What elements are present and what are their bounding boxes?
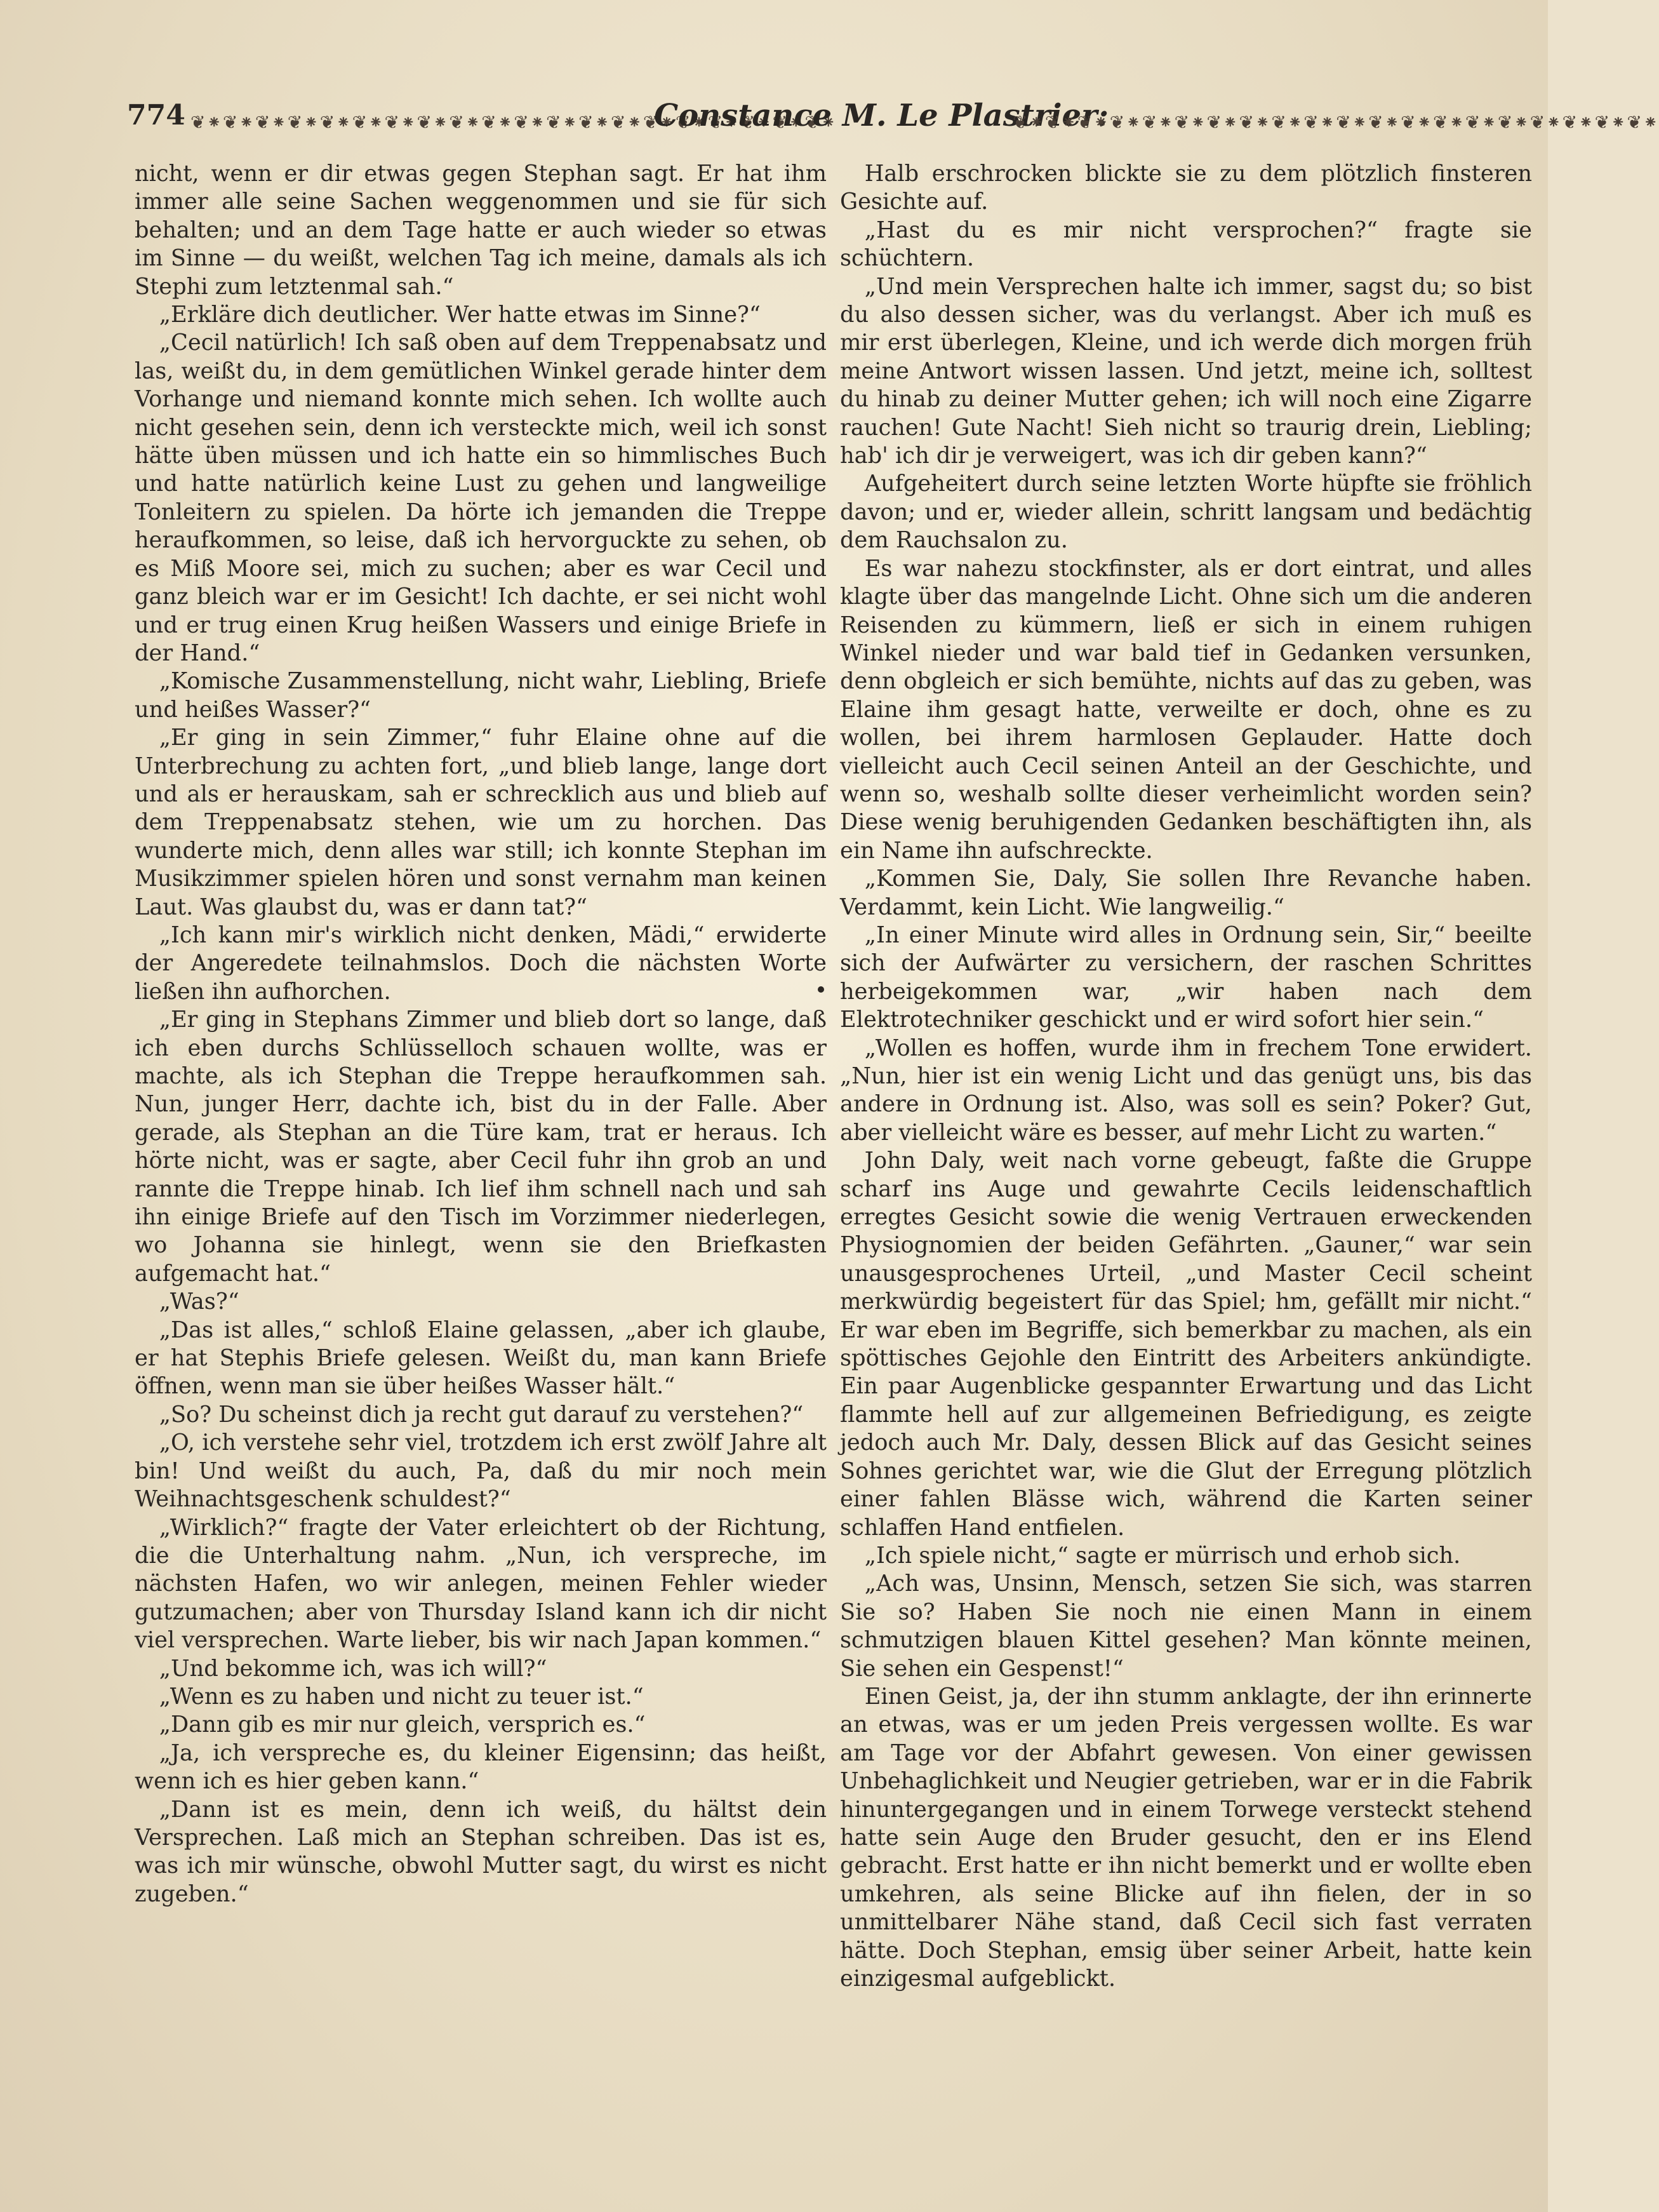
paragraph: „In einer Minute wird alles in Ordnung sein, Sir,“ beeilte sich der Aufwärter zu versichern, der raschen Schrittes herbeigekommen war, „wir haben nach dem Elektrotechniker geschickt und er wird sofort hier sein.“ — [840, 922, 1532, 1033]
paragraph: Halb erschrocken blickte sie zu dem plötzlich finsteren Gesichte auf. — [840, 161, 1532, 215]
paragraph: „Was?“ — [159, 1289, 239, 1315]
right-column — [840, 160, 1532, 1993]
paragraph: „So? Du scheinst dich ja recht gut darauf zu verstehen?“ — [159, 1401, 804, 1428]
ornament-right: ❦⁕❦⁕❦⁕❦⁕❦⁕❦⁕❦⁕❦⁕❦⁕❦⁕❦⁕❦⁕❦⁕❦⁕❦⁕❦⁕❦⁕❦⁕❦⁕❦⁕ — [1013, 112, 1659, 133]
page-header — [127, 94, 1659, 151]
paragraph: „O, ich verstehe sehr viel, trotzdem ich erst zwölf Jahre alt bin! Und weißt du auch, Pa, daß du mir noch mein Weihnachtsgeschenk schuldest?“ — [135, 1430, 827, 1513]
paragraph: Einen Geist, ja, der ihn stumm anklagte, der ihn erinnerte an etwas, was er um jeden Preis vergessen wollte. Es war am Tage vor der Abfahrt gewesen. Von einer gewissen Unbehaglichkeit und Neugier getrieben, war er in die Fabrik hinuntergegangen und in einem Torwege versteckt stehend hatte sein Auge den Bruder gesucht, den er ins Elend gebracht. Erst hatte er ihn nicht bemerkt und er wollte eben umkehren, als seine Blicke auf ihn fielen, der in so unmittelbarer Nähe stand, daß Cecil sich fast verraten hätte. Doch Stephan, emsig über seiner Arbeit, hatte kein einzigesmal aufgeblickt. — [840, 1683, 1532, 1992]
paragraph: nicht, wenn er dir etwas gegen Stephan sagt. Er hat ihm immer alle seine Sachen weggenommen und sie für sich behalten; und an dem Tage hatte er auch wieder so etwas im Sinne — du weißt, welchen Tag ich meine, damals als ich Stephi zum letztenmal sah.“ — [135, 161, 827, 300]
page-number: 774 — [127, 99, 185, 131]
paragraph: „Und mein Versprechen halte ich immer, sagst du; so bist du also dessen sicher, was du verlangst. Aber ich muß es mir erst überlegen, Kleine, und ich werde dich morgen früh meine Antwort wissen lassen. Und jetzt, meine ich, solltest du hinab zu deiner Mutter gehen; ich will noch eine Zigarre rauchen! Gute Nacht! Sieh nicht so traurig drein, Liebling; hab' ich dir je verweigert, was ich dir geben kann?“ — [840, 273, 1532, 469]
paragraph: „Wirklich?“ fragte der Vater erleichtert ob der Richtung, die die Unterhaltung nahm. „Nun, ich verspreche, im nächsten Hafen, wo wir anlegen, meinen Fehler wieder gutzumachen; aber von Thursday Island kann ich dir nicht viel versprechen. Warte lieber, bis wir nach Japan kommen.“ — [135, 1514, 827, 1654]
gutter-dot — [818, 986, 824, 993]
paragraph: „Ich kann mir's wirklich nicht denken, Mädi,“ erwiderte der Angeredete teilnahmslos. Doch die nächsten Worte ließen ihn aufhorchen. — [135, 922, 827, 1005]
paragraph: „Er ging in Stephans Zimmer und blieb dort so lange, daß ich eben durchs Schlüsselloch schauen wollte, was er machte, als ich Stephan die Treppe heraufkommen sah. Nun, junger Herr, dachte ich, bist du in der Falle. Aber gerade, als Stephan an die Türe kam, trat er heraus. Ich hörte nicht, was er sagte, aber Cecil fuhr ihn grob an und rannte die Treppe hinab. Ich lief ihm schnell nach und sah ihn einige Briefe auf den Tisch im Vorzimmer niederlegen, wo Johanna sie hinlegt, wenn sie den Briefkasten aufgemacht hat.“ — [135, 1007, 827, 1287]
paragraph: Es war nahezu stockfinster, als er dort eintrat, und alles klagte über das mangelnde Licht. Ohne sich um die anderen Reisenden zu kümmern, ließ er sich in einem ruhigen Winkel nieder und war bald tief in Gedanken versunken, denn obgleich er sich bemühte, nichts auf das zu geben, was Elaine ihm gesagt hatte, verweilte er doch, ohne es zu wollen, bei ihrem harmlosen Geplauder. Hatte doch vielleicht auch Cecil seinen Anteil an der Geschichte, und wenn so, weshalb sollte dieser verheimlicht worden sein? Diese wenig beruhigenden Gedanken beschäftigten ihn, als ein Name ihn aufschreckte. — [840, 555, 1532, 864]
running-title: Constance M. Le Plastrier: — [654, 98, 1109, 133]
paragraph: „Dann ist es mein, denn ich weiß, du hältst dein Versprechen. Laß mich an Stephan schreiben. Das ist es, was ich mir wünsche, obwohl Mutter sagt, du wirst es nicht zugeben.“ — [135, 1796, 827, 1907]
paragraph: John Daly, weit nach vorne gebeugt, faßte die Gruppe scharf ins Auge und gewahrte Cecils leidenschaftlich erregtes Gesicht sowie die wenig Vertrauen erweckenden Physiognomien der beiden Gefährten. „Gauner,“ war sein unausgesprochenes Urteil, „und Master Cecil scheint merkwürdig begeistert für das Spiel; hm, gefällt mir nicht.“ Er war eben im Begriffe, sich bemerkbar zu machen, als ein spöttisches Gejohle den Eintritt des Arbeiters ankündigte. Ein paar Augenblicke gespannter Erwartung und das Licht flammte hell auf zur allgemeinen Befriedigung, es zeigte jedoch auch Mr. Daly, dessen Blick auf das Gesicht seines Sohnes gerichtet war, wie die Glut der Erregung plötzlich einer fahlen Blässe wich, während die Karten seiner schlaffen Hand entfielen. — [840, 1148, 1532, 1541]
paragraph: „Cecil natürlich! Ich saß oben auf dem Treppenabsatz und las, weißt du, in dem gemütlichen Winkel gerade hinter dem Vorhange und niemand konnte mich sehen. Ich wollte auch nicht gesehen sein, denn ich versteckte mich, weil ich sonst hätte üben müssen und ich hatte ein so himmlisches Buch und hatte natürlich keine Lust zu gehen und langweilige Tonleitern zu spielen. Da hörte ich jemanden die Treppe heraufkommen, so leise, daß ich hervorguckte zu sehen, ob es Miß Moore sei, mich zu suchen; aber es war Cecil und ganz bleich war er im Gesicht! Ich dachte, er sei nicht wohl und er trug einen Krug heißen Wassers und einige Briefe in der Hand.“ — [135, 330, 827, 666]
paragraph: Aufgeheitert durch seine letzten Worte hüpfte sie fröhlich davon; und er, wieder allein, schritt langsam und bedächtig dem Rauchsalon zu. — [840, 471, 1532, 554]
left-column — [135, 160, 827, 1908]
paragraph: „Wollen es hoffen, wurde ihm in frechem Tone erwidert. „Nun, hier ist ein wenig Licht und das genügt uns, bis das andere in Ordnung ist. Also, was soll es sein? Poker? Gut, aber vielleicht wäre es besser, auf mehr Licht zu warten.“ — [840, 1035, 1532, 1146]
paragraph: „Hast du es mir nicht versprochen?“ fragte sie schüchtern. — [840, 217, 1532, 272]
ornament-left: ❦⁕❦⁕❦⁕❦⁕❦⁕❦⁕❦⁕❦⁕❦⁕❦⁕❦⁕❦⁕❦⁕❦⁕❦⁕❦⁕❦⁕❦⁕❦⁕❦⁕ — [190, 112, 837, 133]
paragraph: „Er ging in sein Zimmer,“ fuhr Elaine ohne auf die Unterbrechung zu achten fort, „und blieb lange, lange dort und als er herauskam, sah er schrecklich aus und blieb auf dem Treppenabsatz stehen, wie um zu horchen. Das wunderte mich, denn alles war still; ich konnte Stephan im Musikzimmer spielen hören und sonst vernahm man keinen Laut. Was glaubst du, was er dann tat?“ — [135, 725, 827, 920]
paragraph: „Das ist alles,“ schloß Elaine gelassen, „aber ich glaube, er hat Stephis Briefe gelesen. Weißt du, man kann Briefe öffnen, wenn man sie über heißes Wasser hält.“ — [135, 1317, 827, 1400]
paragraph: „Kommen Sie, Daly, Sie sollen Ihre Revanche haben. Verdammt, kein Licht. Wie langweilig.“ — [840, 866, 1532, 920]
paragraph: „Und bekomme ich, was ich will?“ — [159, 1655, 547, 1682]
paragraph: „Ach was, Unsinn, Mensch, setzen Sie sich, was starren Sie so? Haben Sie noch nie einen Mann in einem schmutzigen blauen Kittel gesehen? Man könnte meinen, Sie sehen ein Gespenst!“ — [840, 1571, 1532, 1682]
paragraph: „Erkläre dich deutlicher. Wer hatte etwas im Sinne?“ — [159, 302, 761, 328]
paragraph: „Komische Zusammenstellung, nicht wahr, Liebling, Briefe und heißes Wasser?“ — [135, 668, 827, 723]
paragraph: „Dann gib es mir nur gleich, versprich es.“ — [159, 1712, 646, 1738]
paragraph: „Ja, ich verspreche es, du kleiner Eigensinn; das heißt, wenn ich es hier geben kann.“ — [135, 1739, 827, 1795]
paragraph: „Ich spiele nicht,“ sagte er mürrisch und erhob sich. — [864, 1542, 1461, 1569]
paragraph: „Wenn es zu haben und nicht zu teuer ist.“ — [159, 1683, 644, 1710]
